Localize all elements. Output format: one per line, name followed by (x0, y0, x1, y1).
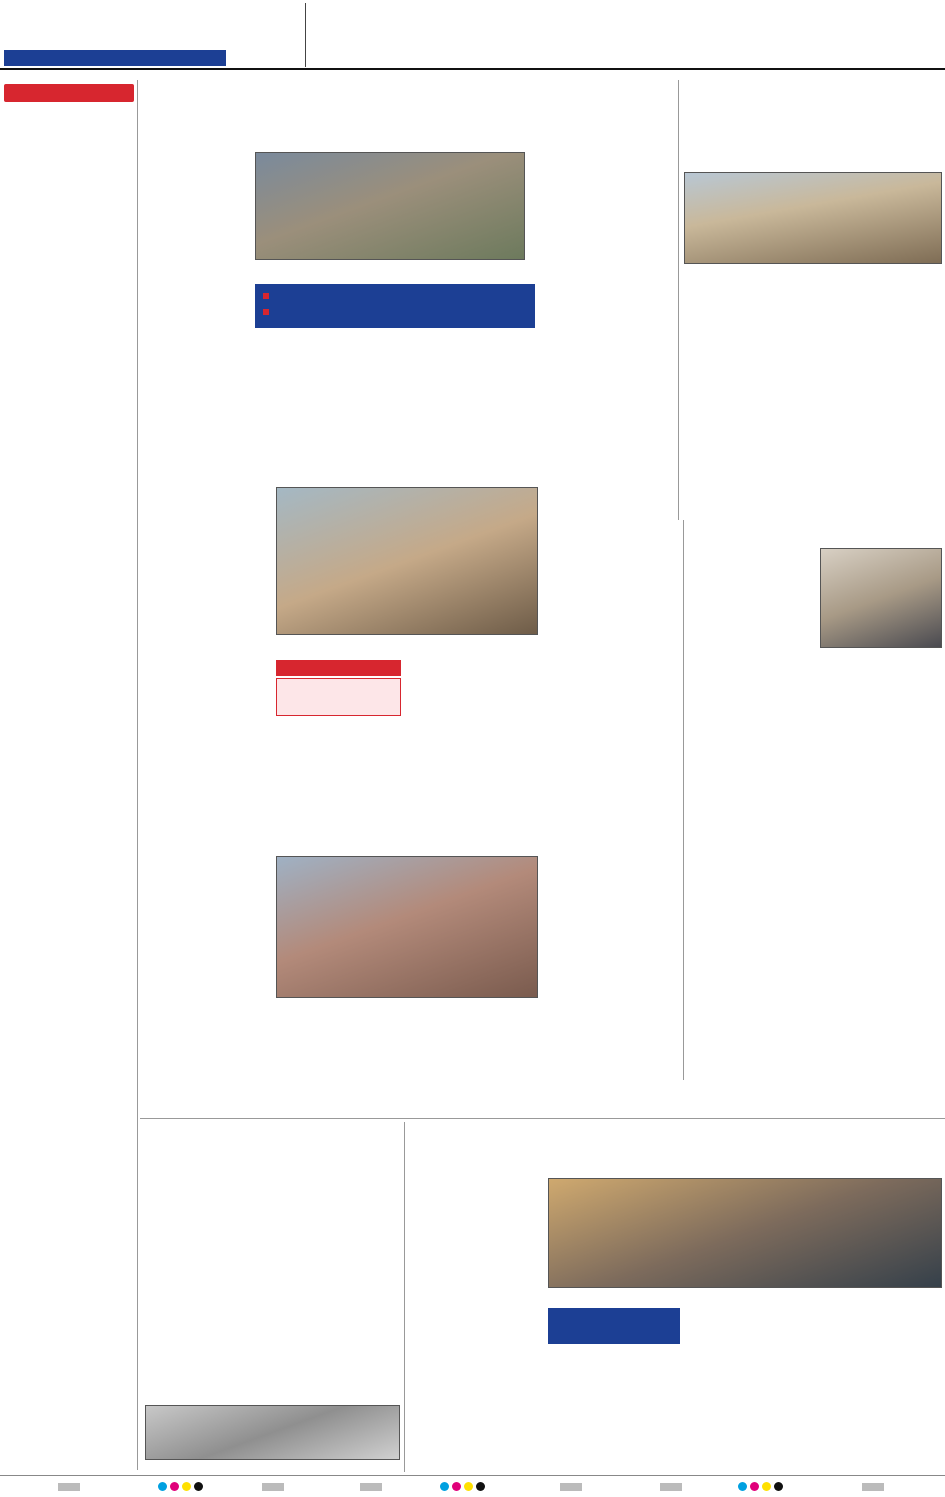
brief-item (4, 972, 134, 1087)
masthead-logo (8, 4, 213, 54)
brief-body (4, 972, 134, 1067)
column-rule (404, 1122, 405, 1472)
story1-photo (255, 152, 525, 260)
magenta-dot (170, 1482, 179, 1491)
story2-body-right (814, 285, 942, 503)
story9-headline (145, 1124, 400, 1158)
story5-photo (820, 548, 942, 648)
brief-body (4, 738, 134, 943)
cyan-dot (158, 1482, 167, 1491)
story1-col4 (540, 150, 675, 420)
section-divider (140, 1118, 945, 1119)
story10-headline (410, 1120, 942, 1174)
yellow-dot (182, 1482, 191, 1491)
story8-body (690, 900, 942, 1112)
magenta-dot (750, 1482, 759, 1491)
story3-body-left (145, 505, 270, 795)
story1-highlight-box (255, 284, 535, 328)
footer-rule (0, 1475, 945, 1476)
story6-headline (145, 797, 540, 843)
story7-body (545, 990, 680, 1112)
brief-body (4, 1090, 134, 1420)
yellow-dot (464, 1482, 473, 1491)
story4-body (545, 536, 680, 926)
black-dot (194, 1482, 203, 1491)
story3-photo (276, 487, 538, 635)
brief-body (4, 108, 134, 333)
gray-marker (560, 1483, 582, 1491)
story4-headline (545, 440, 680, 502)
print-registration-bar (0, 1480, 945, 1494)
section-name (815, 0, 940, 60)
masthead-rule (0, 68, 945, 70)
story9-photo (145, 1405, 400, 1460)
story8-headline (690, 848, 942, 880)
story10-body1 (410, 1198, 545, 1468)
story6-photo (276, 856, 538, 998)
story2-body-left (684, 298, 809, 503)
briefs-header (4, 84, 134, 102)
story3-highlight-box (276, 678, 401, 716)
story3-headline (145, 425, 540, 471)
gray-marker (360, 1483, 382, 1491)
story6-body-right (276, 1018, 538, 1112)
story5-body (690, 556, 815, 831)
brief-body (4, 376, 134, 676)
story1-col1 (145, 172, 270, 422)
story10-highlight-box (548, 1308, 680, 1344)
bullet-icon (263, 309, 269, 315)
yellow-dot (762, 1482, 771, 1491)
story2-photo (684, 172, 942, 264)
date-bar (4, 50, 226, 66)
brief-item (4, 108, 134, 373)
cyan-dot (440, 1482, 449, 1491)
brief-item (4, 376, 134, 731)
gray-marker (262, 1483, 284, 1491)
story3-body-mid (276, 720, 401, 795)
story7-headline (545, 930, 680, 972)
story1-headline (145, 84, 675, 140)
story9-body (145, 1180, 400, 1400)
color-dots (158, 1482, 203, 1491)
story3-location-tag (276, 660, 401, 676)
bullet-icon (263, 293, 269, 299)
cyan-dot (738, 1482, 747, 1491)
column-rule (137, 80, 138, 1470)
teaser-headline (228, 3, 306, 67)
gray-marker (862, 1483, 884, 1491)
story10-photo (548, 1178, 942, 1288)
color-dots (440, 1482, 485, 1491)
magenta-dot (452, 1482, 461, 1491)
brief-item (4, 1090, 134, 1470)
gray-marker (660, 1483, 682, 1491)
story1-col3 (396, 330, 534, 420)
brief-item (4, 738, 134, 968)
story10-body3 (686, 1308, 942, 1468)
black-dot (476, 1482, 485, 1491)
column-rule (683, 520, 684, 1080)
story6-body-left (145, 872, 270, 1112)
story5-headline (690, 512, 942, 536)
teaser-body (310, 4, 810, 66)
gray-marker (58, 1483, 80, 1491)
story2-headline (684, 84, 942, 168)
black-dot (774, 1482, 783, 1491)
color-dots (738, 1482, 783, 1491)
story3-body-right (406, 660, 538, 795)
story10-body2 (548, 1348, 680, 1468)
